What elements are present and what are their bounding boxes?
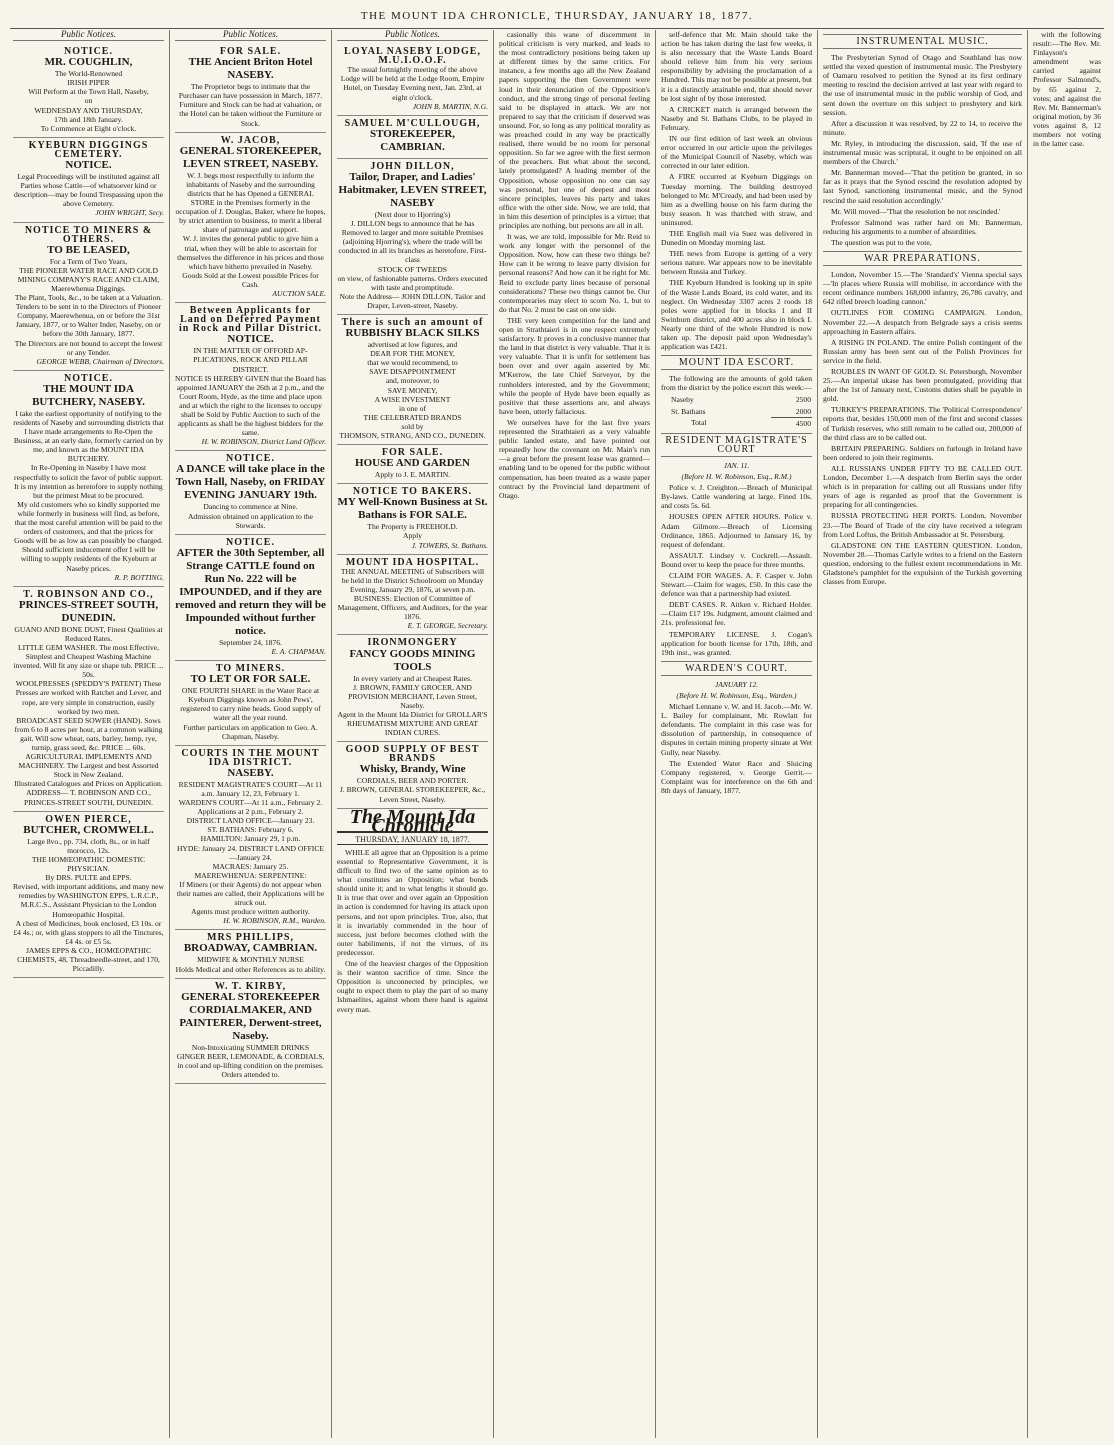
ad-line: J. BROWN, FAMILY GROCER, AND PROVISION MERCHANT, Leven Street, Naseby. <box>348 682 477 710</box>
ad-line: If Miners (or their Agents) do not appear when their names are called, their Applications will be struck out. <box>176 879 325 908</box>
paragraph: ASSAULT. Lindsey v. Cockrell.—Assault. Bound over to keep the peace for three months. <box>661 550 812 569</box>
ad-line: that we would recommend, to <box>367 358 458 368</box>
ad-line: I take the earliest opportunity of notifying to the residents of Naseby and surrounding districts that I have made arrangements to Re-Open the Business, at an early date, formerly carried on by me, and known as the MOUNT IDA BUTCHERY. <box>13 408 164 464</box>
ad-line: Furniture and Stock can be had at valuation, or the Hotel can be taken without the Furniture or Stock. <box>179 100 322 128</box>
ad-heading: MR. COUGHLIN, <box>44 56 133 69</box>
columns <box>8 30 1106 1438</box>
advertisement <box>13 44 164 138</box>
ad-line: on <box>84 96 93 106</box>
ad-line: MAEREWHENUA: SERPENTINE: <box>194 870 307 880</box>
escort-amount: 2500 <box>795 395 811 405</box>
ad-title: NOTICE. <box>64 372 113 384</box>
advertisement <box>13 812 164 979</box>
advertisement <box>337 44 488 116</box>
ad-line: in one of <box>399 403 426 413</box>
ad-title: NOTICE. <box>64 46 113 58</box>
paragraph: London, November 15.—The 'Standard's' Vienna special says—'In places where Russia will mobilise, in accordance with the recent ordinance numbers 168,000 infantry, 26,786 cavalry, and 642 rifled breech loading cannon.' <box>823 270 1022 307</box>
column-3 <box>332 30 494 1438</box>
ad-title: W. T. KIRBY, <box>214 980 287 992</box>
paragraph: GLADSTONE ON THE EASTERN QUESTION. London, November 28.—Thomas Carlyle writes to a friend on the Eastern question, endorsing to the fullest extent recommendations in Mr. Gladstone's pamphlet for the expulsion of the Turkish governing classes from Europe. <box>823 540 1022 587</box>
ad-title: TO MINERS. <box>215 663 286 675</box>
ad-line: Agent in the Mount Ida District for GROLLAR'S RHEUMATISM MIXTURE AND GREAT INDIAN CURES. <box>337 709 488 738</box>
ad-title: NOTICE. <box>226 536 275 548</box>
column-heading: Public Notices. <box>13 30 164 41</box>
paragraph: Mr. Bannerman moved—'That the petition be granted, in so far as it prays that the Synod rescind the resolution adopted by last Synod, sanctioning instrumental music, and the Synod rescind the said resolution accordingly.' <box>823 168 1022 205</box>
column-2 <box>170 30 332 1438</box>
ad-line: Illustrated Catalogues and Prices on Application. <box>14 779 163 789</box>
ad-title: NOTICE. <box>226 453 275 465</box>
ad-line: In Re-Opening in Naseby I have most respectfully to solicit the favor of public support. It is my intention as heretofore to supply nothing but the primest Meat to be procured. <box>14 463 163 500</box>
ad-heading: HOUSE AND GARDEN <box>355 457 470 470</box>
ad-line: The Proprietor begs to intimate that the Purchaser can have possession in March, 1877. <box>178 82 323 101</box>
paragraph: THE news from Europe is getting of a very serious nature. War appears now to be inevitable between Russia and Turkey. <box>661 249 812 277</box>
ad-title: JOHN DILLON, <box>370 160 455 172</box>
ad-line: Legal Proceedings will be instituted against all Parties whose Cattle—of whatsoever kind or description—may be found Trespassing upon the above Cemetery. <box>13 172 164 209</box>
paragraph: After a discussion it was resolved, by 22 to 14, to receive the minute. <box>823 118 1022 137</box>
escort-total-label: Total <box>691 418 707 428</box>
ad-line: DISTRICT LAND OFFICE—January 23. <box>186 816 315 826</box>
ad-signature: R. P. BOTTING. <box>114 572 164 582</box>
ad-line: THOMSON, STRANG, AND CO., DUNEDIN. <box>339 431 486 440</box>
column-heading: Public Notices. <box>337 30 488 41</box>
paragraph: THE English mail via Suez was delivered in Dunedin on Monday morning last. <box>661 228 812 248</box>
paragraph: The question was put to the vote, <box>831 237 932 247</box>
advertisement <box>337 116 488 159</box>
escort-total-row <box>661 417 812 429</box>
paragraph: Professor Salmond was rather hard on Mr. Bannerman, reducing his arguments to a number of absurdities. <box>823 217 1022 236</box>
advertisement <box>13 138 164 223</box>
war-title: WAR PREPARATIONS. <box>823 251 1022 266</box>
ad-line: Maerewhenua Diggings. <box>51 283 126 293</box>
ad-line: Agents must produce written authority. <box>191 907 310 917</box>
ad-line: WOOLPRESSES (SPEDDY'S PATENT) These Presses are worked with Ratchet and Lever, and rope, are very simple in construction, easily worked by two men. <box>15 679 162 716</box>
ad-line: By DRS. PULTE and EPPS. <box>45 873 132 883</box>
column-4 <box>494 30 656 1438</box>
ad-heading: GENERAL STOREKEEPER, LEVEN STREET, NASEBY. <box>179 144 322 170</box>
paragraph: HOUSES OPEN AFTER HOURS. Police v. Adam Gilmore.—Breach of Licensing Ordinance, 1865. Adjourned to January 16, by request of defendant. <box>661 512 812 549</box>
ad-signature: H. W. ROBINSON, District Land Officer. <box>201 437 326 447</box>
ad-line: THE ANNUAL MEETING of Subscribers will be held in the District Schoolroom on Monday Evening, January 29, 1876, at seven p.m. <box>340 566 485 594</box>
ad-line: Admission obtained on application to the Stewards. <box>187 511 314 530</box>
ad-line: CORDIALS, BEER AND PORTER. <box>356 776 469 786</box>
instrumental-title: INSTRUMENTAL MUSIC. <box>823 34 1022 49</box>
war-body <box>823 270 1022 586</box>
ad-line: RESIDENT MAGISTRATE'S COURT—At 11 a.m. January 12, 23, February 1. <box>178 779 323 798</box>
escort-place: Naseby <box>671 395 694 405</box>
ad-line: WARDEN'S COURT—At 11 a.m., February 2. Applications at 2 p.m., February 2. <box>178 798 323 817</box>
advertisement <box>337 635 488 742</box>
ad-heading: NOTICE. <box>227 333 274 346</box>
ad-signature: JOHN WRIGHT, Secy. <box>95 208 164 218</box>
ad-title: MRS PHILLIPS, <box>207 932 294 944</box>
escort-row <box>661 394 812 405</box>
ad-title: W. JACOB, <box>220 134 281 146</box>
masthead-date: THURSDAY, JANUARY 18, 1877. <box>337 835 488 845</box>
advertisement <box>13 371 164 587</box>
ad-heading: GENERAL STOREKEEPER CORDIALMAKER, AND PAINTERER, Derwent-street, Naseby. <box>179 990 322 1042</box>
ad-line: Revised, with important additions, and many new remedies by WASHINGTON EPPS, L.R.C.P., M.R.C.S., Assistant Physician to the London Homœopathic Hospital. <box>13 882 165 919</box>
ad-line: To Commence at Eight o'clock. <box>40 123 137 133</box>
ad-line: The Property is FREEHOLD. <box>367 522 458 532</box>
ad-line: STOCK OF TWEEDS <box>378 264 447 274</box>
ad-line: ONE FOURTH SHARE in the Water Race at Kyeburn Diggings known as John Pews', registered to carry nine heads. Good supply of water all the year round. <box>180 686 321 723</box>
ad-line: The Directors are not bound to accept the lowest or any Tender. <box>14 338 163 357</box>
ad-heading: TO BE LEASED, <box>47 243 130 256</box>
paragraph: Mr. Will moved—'That the resolution be not rescinded.' <box>831 206 1001 216</box>
ad-title: KYEBURN DIGGINGS CEMETERY. <box>28 139 149 160</box>
ad-line: My old customers who so kindly supported me while formerly in business will find, as before, that the most careful attention will be paid to the orders of customers, and that the prices for Goods will be as low as can possibly be charged. <box>14 499 163 546</box>
ad-signature: E. A. CHAPMAN. <box>271 646 326 656</box>
ad-heading: THE Ancient Briton Hotel NASEBY. <box>188 56 313 82</box>
paragraph: OUTLINES FOR COMING CAMPAIGN. London, November 22.—A despatch from Belgrade says a crisis seems approaching in Eastern affairs. <box>823 308 1022 336</box>
ad-heading: AFTER the 30th September, all Strange CATTLE found on Run No. 222 will be IMPOUNDED, and if they are removed and return they will be Impounded without further notice. <box>175 546 326 637</box>
paragraph: TURKEY'S PREPARATIONS. The 'Political Correspondence' reports that, besides 150,000 men of the first and second classes of Turkish reserves, who still remain to be called out, 200,000 of the third class are to be called out. <box>823 405 1022 442</box>
ad-line: Apply to J. E. MARTIN. <box>374 470 451 480</box>
advertisement <box>13 223 164 371</box>
paragraph: It was, we are told, impossible for Mr. Reid to work any longer with the personnel of the Opposition. Now, how can these two things be? How can it be wrong to leave party division for personal reasons? And how can it be right for Mr. Reid to exclude party lines because of personal considerations? These two things cannot be. Our contemporaries may elect to scorn No. 1, but to do that No. 2 must be cast on one side. <box>499 232 650 314</box>
rm-court-before: (Before H. W. Robinson, Esq., R.M.) <box>681 472 792 482</box>
ad-heading: MY Well-Known Business at St. Bathans is FOR SALE. <box>337 496 488 522</box>
ad-heading: TO LET OR FOR SALE. <box>190 673 311 686</box>
advertisement <box>337 484 488 554</box>
ad-signature: JOHN B. MARTIN, N.G. <box>412 101 488 111</box>
masthead-title: The Mount Ida Chronicle <box>337 813 488 833</box>
paragraph: DEBT CASES. R. Aitken v. Richard Holder.—Claim £17 19s. Judgment, amount claimed and 21s. professional fee. <box>661 600 812 628</box>
ad-title: MOUNT IDA HOSPITAL. <box>345 556 480 568</box>
ad-heading: Tailor, Draper, and Ladies' Habitmaker, LEVEN STREET, NASEBY <box>338 170 487 209</box>
ad-line: Will Perform at the Town Hall, Naseby, <box>28 87 149 97</box>
paragraph: The Presbyterian Synod of Otago and Southland has now settled the vexed question of instrumental music. The Presbytery of Oamaru resolved to petition the Synod at its first ordinary meeting to rescind the decision arrived at last year with regard to the use of instrumental music in the public worship of God, and sent down the overture on this subject to presbytery and kirk session. <box>823 53 1022 117</box>
advertisement <box>337 555 488 636</box>
ad-line: A chest of Medicines, book enclosed, £3 10s. or £4 4s.; or, with glass stoppers to all the Tinctures, £4 4s. or £5 5s. <box>13 918 164 946</box>
ad-heading: THE MOUNT IDA BUTCHERY, NASEBY. <box>32 382 145 408</box>
ad-title: There is such an amount of <box>341 316 484 328</box>
ad-line: Goods Sold at the Lowest possible Prices for Cash. <box>182 270 319 289</box>
ad-heading: NASEBY. <box>227 766 274 779</box>
advertisement <box>175 535 326 661</box>
rm-court-title: RESIDENT MAGISTRATE'S COURT <box>661 433 812 457</box>
column-heading: Public Notices. <box>175 30 326 41</box>
ad-line: Further particulars on application to Geo. A. Chapman, Naseby. <box>183 722 318 741</box>
paragraph: We ourselves have for the last five years represented the Strathtaieri as a very valuable public landed estate, and have pointed out repeatedly how the covenant on Mr. Main's run—a great before the present lease was granted—enabling land to be opened for the public without compensation, has been treated as a waste paper contract by the Provincial land department of Otago. <box>499 417 650 500</box>
wardens-court-date: JANUARY 12. <box>714 679 759 689</box>
ad-signature: J. TOWERS, St. Bathans. <box>411 540 488 550</box>
column-7 <box>1028 30 1106 1438</box>
ad-line: (Next door to Hjorring's) <box>374 209 451 219</box>
escort-intro: The following are the amounts of gold taken from the district by the police escort this week:— <box>661 374 812 393</box>
escort-title: MOUNT IDA ESCORT. <box>661 355 812 370</box>
wardens-court-body <box>661 702 812 795</box>
ad-line: Holds Medical and other References as to ability. <box>175 964 326 974</box>
advertisement <box>337 742 488 808</box>
paragraph: ROUBLES IN WANT OF GOLD. St. Petersburgh, November 25.—An imperial ukase has been promulgated, providing that after the 1st of January next, Customs duties shall be payable in gold. <box>823 367 1022 404</box>
ad-line: J. DILLON begs to announce that he has Removed to larger and more suitable Premises (adjoining Hjorring's), where the trade will be conducted in all its branches as heretofore. First-class <box>338 219 487 265</box>
ad-heading: FANCY GOODS MINING TOOLS <box>349 647 476 673</box>
advertisement <box>175 133 326 303</box>
paragraph: BRITAIN PREPARING. Soldiers on furlough in Ireland have been ordered to join their regiments. <box>823 443 1022 462</box>
paragraph: RUSSIA PROTECTING HER PORTS. London, November 23.—The Board of Trade of the city have received a telegram from Lord Loftus, the British Ambassador at St. Petersburg. <box>823 511 1022 539</box>
column-5 <box>656 30 818 1438</box>
ad-line: Orders attended to. <box>221 1070 280 1080</box>
ad-title: FOR SALE. <box>381 447 444 459</box>
escort-place: St. Bathans <box>671 406 706 416</box>
advertisement <box>175 303 326 451</box>
ad-heading: BUTCHER, CROMWELL. <box>23 823 154 836</box>
ad-line: and, moreover, to <box>385 376 440 386</box>
ad-line: September 24, 1876. <box>219 637 282 647</box>
ad-title: IRONMONGERY <box>367 637 458 649</box>
paragraph: CLAIM FOR WAGES. A. F. Casper v. John Stewart.—Claim for wages, £50. In this case the defence was that a partnership had existed. <box>661 570 812 599</box>
ad-title: COURTS IN THE MOUNT IDA DISTRICT. <box>181 747 320 768</box>
paragraph: TEMPORARY LICENSE. J. Cogan's application for booth license for 17th, 18th, and 19th inst., was granted. <box>661 629 812 657</box>
ad-heading: NOTICE. <box>65 159 112 172</box>
paragraph: A RISING IN POLAND. The entire Polish contingent of the Russian army has been sent out of the Polish Provinces for service in the field. <box>823 337 1022 365</box>
article-text <box>661 30 812 351</box>
ad-list-1 <box>13 44 164 978</box>
ad-line: GUANO AND BONE DUST, Finest Qualities at Reduced Rates. <box>14 624 163 643</box>
ad-title: OWEN PIERCE, <box>45 813 132 825</box>
ad-heading: A DANCE will take place in the Town Hall, Naseby, on FRIDAY EVENING JANUARY 19th. <box>175 463 326 502</box>
rm-court-date: JAN. 11. <box>723 460 750 470</box>
ad-title: FOR SALE. <box>219 46 282 58</box>
paragraph: A FIRE occurred at Kyeburn Diggings on Tuesday morning. The building destroyed belonged to Mr. M'Cready, and had been used by him as a dwelling house on his farm during the busy season. It was thatched with straw, and uninsured. <box>661 172 812 227</box>
ad-title: T. ROBINSON AND CO., <box>23 588 154 600</box>
ad-line: SAVE DISAPPOINTMENT <box>369 367 456 377</box>
escort-total: 4500 <box>771 417 812 429</box>
ad-title: NOTICE TO BAKERS. <box>352 486 473 498</box>
ad-heading: RUBBISHY BLACK SILKS <box>345 327 480 340</box>
wardens-court-title: WARDEN'S COURT. <box>661 661 812 676</box>
ad-line: HYDE: January 24. DISTRICT LAND OFFICE—January 24. <box>176 843 325 862</box>
paragraph: Mr. Ryley, in introducing the discussion, said, 'If the use of instrumental music was scriptural, it ought to be enjoined on all members of the Church.' <box>823 138 1022 167</box>
advertisement <box>175 44 326 133</box>
ad-line: JAMES EPPS & CO., HOMŒOPATHIC CHEMISTS, 48, Threadneedle-street, and 170, Piccadilly. <box>17 945 160 974</box>
ad-line: MIDWIFE & MONTHLY NURSE <box>197 955 304 965</box>
instrumental-body <box>823 53 1022 247</box>
escort-row <box>661 406 812 418</box>
escort-amount: 2000 <box>795 406 811 416</box>
ad-title: GOOD SUPPLY OF BEST BRANDS <box>345 744 480 765</box>
wardens-court-before: (Before H. W. Robinson, Esq., Warden.) <box>676 691 797 700</box>
ad-line: THE CELEBRATED BRANDS <box>363 412 462 422</box>
advertisement <box>13 587 164 812</box>
ad-title: SAMUEL M'CULLOUGH, <box>344 117 481 129</box>
advertisement <box>337 159 488 315</box>
ad-list-3 <box>337 44 488 809</box>
ad-line: BUSINESS: Election of Committee of Management, Officers, and Auditors, for the year 1876. <box>337 594 488 622</box>
ad-line: HAMILTON: January 29, 1 p.m. <box>200 834 301 844</box>
paragraph: Michael Lennane v. W. and H. Jacob.—Mr. W. L. Bailey for complainant, Mr. Rowlatt for defendants. The complaint in this case was for dissolution of partnership, in consequence of disputes in certain mining property situate at Wet Gully, near Naseby. <box>661 702 812 757</box>
ad-line: W. J. begs most respectfully to inform the inhabitants of Naseby and the surrounding districts that he has Opened a GENERAL STORE in the Premises formerly in the occupation of J. Douglas, Baker, where he hopes, by strict attention to business, to merit a liberal share of patronage and support. <box>175 170 326 235</box>
ad-line: Dancing to commence at Nine. <box>203 502 298 512</box>
ad-line: The Plant, Tools, &c., to be taken at a Valuation. <box>14 293 163 303</box>
ad-line: The World-Renowned <box>54 69 123 79</box>
ad-line: THE PIONEER WATER RACE AND GOLD MINING COMPANY'S RACE AND CLAIM, <box>17 265 160 284</box>
ad-title: LOYAL NASEBY LODGE, M.U.I.O.O.F. <box>344 46 481 67</box>
ad-line: 17th and 18th January. <box>54 114 123 124</box>
paragraph: The Extended Water Race and Sluicing Company registered, v. George Gerrit.—Complaint was for interference on the 6th and 8th days of January, 1877. <box>661 758 812 795</box>
ad-title: NOTICE TO MINERS & OTHERS. <box>24 224 153 245</box>
ad-list-2 <box>175 44 326 1084</box>
ad-line: A WISE INVESTMENT <box>374 394 451 404</box>
ad-line: In every variety and at Cheapest Rates. <box>353 673 472 683</box>
ad-line: AGRICULTURAL IMPLEMENTS AND MACHINERY. The Largest and best Assorted Stock in New Zealand. <box>18 752 159 780</box>
page-header: THE MOUNT IDA CHRONICLE, THURSDAY, JANUARY 18, 1877. <box>10 6 1104 29</box>
ad-signature: AUCTION SALE. <box>272 288 326 298</box>
ad-line: Non-Intoxicating SUMMER DRINKS <box>191 1042 310 1052</box>
rm-court-body <box>661 483 812 657</box>
ad-line: Large 8vo., pp. 734, cloth, 8s., or in half morocco, 12s. <box>27 836 150 855</box>
ad-line: DEAR FOR THE MONEY, <box>370 349 455 359</box>
ad-line: SAVE MONEY, <box>387 385 438 395</box>
paragraph: WHILE all agree that an Opposition is a prime essential to Representative Government, it is difficult to find two of the same opinion as to what constitutes an Opposition; what bonds should unite it; and to what lengths it should go. It is true that over and over again an Opposition in action is condemned for having its attack upon persons, and not upon principles. True, also, that it is invariably commended in the hour of success, just before becomes clothed with the outer habiliments, if not the virtues, of its predecessor. <box>337 847 488 957</box>
ad-line: Tenders to be sent in to the Directors of Pioneer Company, Maerewhenua, on or before the 31st January, 1877, or to Walter Inder, Naseby, on or before the 30th January, 1877. <box>15 302 162 339</box>
ad-line: W. J. invites the general public to give him a trial, when they will be able to ascertain for themselves the difference in his prices and those which have hitherto prevailed in Naseby. <box>177 234 324 271</box>
ad-line: Note the Address— JOHN DILLON, Tailor and Draper, Leven-street, Naseby. <box>339 291 486 310</box>
paragraph: Police v. J. Creighton.—Breach of Municipal By-laws. Cattle wandering at large. Fined 10s. and costs 5s. 6d. <box>661 483 812 511</box>
ad-line: sold by <box>401 421 424 431</box>
paragraph: IN our first edition of last week an obvious error occurred in our article upon the privileges of the Municipal Council of Naseby, which was corrected in our later edition. <box>661 134 812 171</box>
ad-line: LITTLE GEM WASHER. The most Effective, Simplest and Cheapest Washing Machine invented. Will fit any size or shape tub. PRICE ... 50s. <box>13 642 164 680</box>
ad-line: ST. BATHANS: February 6. <box>207 825 294 835</box>
editorial <box>337 848 488 1014</box>
ad-line: The usual fortnightly meeting of the above Lodge will be held at the Lodge Room, Empire Hotel, on Tuesday Evening next, Jan. 23rd, at eight o'clock. <box>340 65 485 102</box>
advertisement <box>337 445 488 484</box>
ad-line: BROADCAST SEED SOWER (HAND). Sows from 6 to 8 acres per hour, at a common walking gait. Will sow wheat, oats, barley, hemp, rye, turnip, grass seed, &c. PRICE ... 60s. <box>14 715 163 752</box>
column-6 <box>818 30 1028 1438</box>
column-1 <box>8 30 170 1438</box>
ad-heading: STOREKEEPER, CAMBRIAN. <box>369 127 456 153</box>
ad-line: on view, of fashionable patterns. Orders executed with taste and promptitude. <box>337 273 488 292</box>
ad-heading: Whisky, Brandy, Wine <box>359 763 466 776</box>
paragraph: casionally this wane of discernment in political criticism is very marked, and leads to the most contradictory positions being taken up at different times by the same critics. For instance, a few months ago all the New Zealand papers supporting the then Government were loud in their denunciation of the Opposition's conduct, and the strong tinge of personal feeling said to be displayed in attack. We are not prepared to say that the criticism if deserved was unsound. For, so long as any political morality as was preached could in any way be practically realised, there would be no room for personal opposition. So far we agree with the first sermon of the preachers. But what about the second, lately promulgated? A leading member of the Opposition, whose opposition no one can say was personal, but one of deepest and most sincere principles, leaves his party and takes office with the other side. Now, we are told, that in him this desertion of principles is a virtue; that principles are nothing, but persons are all in all. <box>499 30 650 230</box>
ad-line: advertised at low figures, and <box>367 340 458 350</box>
ad-line: Apply <box>403 531 422 541</box>
ad-line: THE HOMŒOPATHIC DOMESTIC PHYSICIAN. <box>31 854 146 874</box>
paragraph: A CRICKET match is arranged between the Naseby and St. Bathans Clubs, to be played in February. <box>661 104 812 132</box>
paragraph: THE Kyeburn Hundred is looking up in spite of the Waste Lands Board, its cold water, and its neglect. On Wednesday 3307 acres 2 roods 18 poles were applied for in blocks 1 and II Swinburn district, and 400 acres also in block I. Nearly one third of the whole Hundred is now taken up. The deposit paid upon Wednesday's application was £421. <box>661 278 812 352</box>
paragraph: One of the heaviest charges of the Opposition is their wanton sacrifice of time. Since the Opposition is unconnected by principles, we ought to expect them to play the part of so many Ishmaelites, against whom there hand is against every man. <box>337 959 488 1014</box>
article-text <box>499 30 650 500</box>
column-7-text: with the following result:—The Rev. Mr. Finlayson's amendment was carried against Professor Salmond's, by 65 against 2, votes; and against the Rev. Mr. Bannerman's original motion, by 36 votes against 8, 12 members not voting in the latter case. <box>1033 30 1101 149</box>
advertisement <box>175 979 326 1084</box>
paragraph: self-defence that Mr. Main should take the action he has taken during the last few weeks, it is also necessary that the Waste Lands Board should relieve him from his very serious responsibility by advising the proclamation of a Hundred. This may not be possible at present, but it is a distinctly attainable end, that should never be lost sight of by those interested. <box>661 30 812 103</box>
ad-line: IN THE MATTER OF OFFORD AP-PLICATIONS, ROCK AND PILLAR DISTRICT. <box>193 346 308 374</box>
advertisement <box>175 661 326 746</box>
ad-signature: E. T. GEORGE, Secretary. <box>407 621 488 631</box>
ad-line: J. BROWN, GENERAL STOREKEEPER, &c., Leven Street, Naseby. <box>339 785 486 804</box>
advertisement <box>175 930 326 978</box>
ad-signature: GEORGE WEBB, Chairman of Directors. <box>36 356 164 366</box>
escort-table <box>661 394 812 428</box>
paragraph: THE very keen competition for the land and open in Strathtaieri is in one respect extremely satisfactory. It proves in a conclusive manner that the land in that district is very valuable. That it is very valuable. That it is unfit for settlement has been over and over again asserted by Mr. M'Kerrow, the late Chief Surveyor, by the runholders interested, and by the Government; while the people of Hyde have been equally as positive that these assertions are, and always have been, utterly fallacious. <box>499 315 650 416</box>
ad-title: Between Applicants for Land on Deferred Payment in Rock and Pillar District. <box>178 305 323 335</box>
ad-line: MACRAES: January 25. <box>212 861 289 871</box>
ad-line: For a Term of Two Years, <box>49 256 128 266</box>
ad-signature: H. W. ROBINSON, R.M., Warden. <box>223 916 326 926</box>
advertisement <box>175 451 326 534</box>
advertisement <box>175 746 326 931</box>
paragraph: ALL RUSSIANS UNDER FIFTY TO BE CALLED OUT. London, December 1.—A despatch from Berlin says the order which is in preparation for calling out all Russians under fifty years of age is regarded as proof that the Government is preparing for all contingencies. <box>823 463 1022 510</box>
ad-line: GINGER BEER, LEMONADE, & CORDIALS, in cool and up-lifting condition on the premises. <box>176 1051 325 1070</box>
ad-line: ADDRESS— T. ROBINSON AND CO., PRINCES-STREET SOUTH, DUNEDIN. <box>24 788 153 807</box>
advertisement <box>337 315 488 445</box>
ad-line: IRISH PIPER <box>67 78 110 88</box>
ad-line: NOTICE IS HEREBY GIVEN that the Board has appointed JANUARY the 26th at 2 p.m., and the Court Room, Hyde, as the time and place upon and at which the right to the licenses to occupy shall be Sold by Public Auction to such of the applicants as shall be the highest bidders for the same. <box>175 373 326 438</box>
ad-heading: PRINCES-STREET SOUTH, DUNEDIN. <box>18 598 159 624</box>
ad-line: Should sufficient inducement offer I will be willing to supply residents of the Kyeburn at Naseby prices. <box>20 545 157 573</box>
ad-line: WEDNESDAY AND THURSDAY, <box>34 105 143 115</box>
ad-heading: BROADWAY, CAMBRIAN. <box>183 942 318 955</box>
